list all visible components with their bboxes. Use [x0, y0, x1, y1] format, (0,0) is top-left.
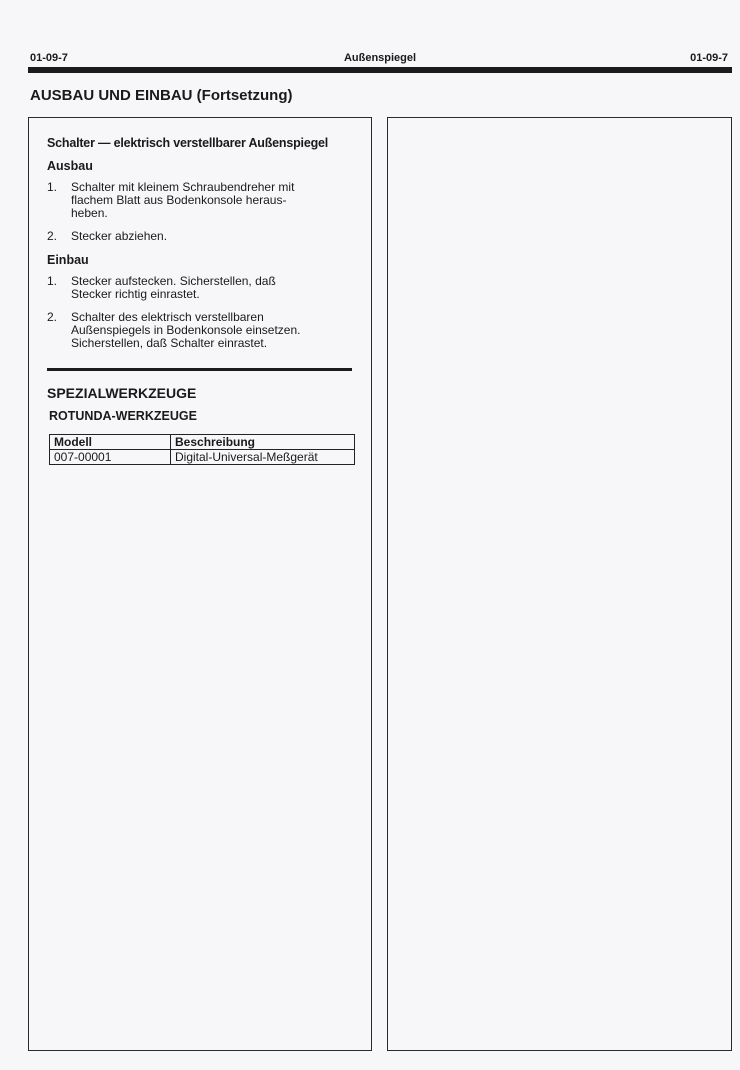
- step-text: Schalter mit kleinem Schraubendreher mit flachem Blatt aus Bodenkonsole heraus- heben.: [71, 180, 295, 220]
- page-number-left: 01-09-7: [30, 52, 68, 64]
- list-item: [47, 275, 355, 301]
- step-number: 1.: [47, 180, 58, 194]
- column-header-model: Modell: [50, 435, 171, 450]
- list-item: [47, 311, 355, 350]
- step-number: 1.: [47, 274, 58, 288]
- table-cell-model: 007-00001: [50, 450, 171, 465]
- subsection-title: Schalter — elektrisch verstellbarer Außenspiegel: [47, 136, 329, 150]
- section-divider: [47, 368, 352, 371]
- removal-steps: [47, 181, 355, 243]
- removal-heading: Ausbau: [47, 159, 93, 173]
- step-text: Stecker aufstecken. Sicherstellen, daß Stecker richtig einrastet.: [71, 274, 276, 301]
- column-header-description: Beschreibung: [171, 435, 355, 450]
- left-column-content: [47, 136, 355, 465]
- running-title: Außenspiegel: [343, 52, 417, 64]
- table-header-row: [50, 435, 355, 450]
- tools-table: [49, 434, 355, 465]
- list-item: [47, 230, 355, 243]
- step-number: 2.: [47, 229, 58, 243]
- list-item: [47, 181, 355, 220]
- installation-heading: Einbau: [47, 253, 89, 267]
- step-text: Schalter des elektrisch verstellbaren Außenspiegels in Bodenkonsole einsetzen. Sicherstellen, daß Schalter einrastet.: [71, 310, 301, 350]
- special-tools-heading: SPEZIALWERKZEUGE: [47, 385, 197, 401]
- page-number-right: 01-09-7: [690, 52, 728, 64]
- table-row: [50, 450, 355, 465]
- step-number: 2.: [47, 310, 58, 324]
- installation-steps: [47, 275, 355, 350]
- table-cell-description: Digital-Universal-Meßgerät: [171, 450, 355, 465]
- header-rule: [28, 67, 732, 73]
- right-column-frame: [387, 117, 732, 1051]
- step-text: Stecker abziehen.: [71, 229, 168, 243]
- section-heading: AUSBAU UND EINBAU (Fortsetzung): [30, 87, 293, 104]
- rotunda-tools-heading: ROTUNDA-WERKZEUGE: [49, 409, 197, 423]
